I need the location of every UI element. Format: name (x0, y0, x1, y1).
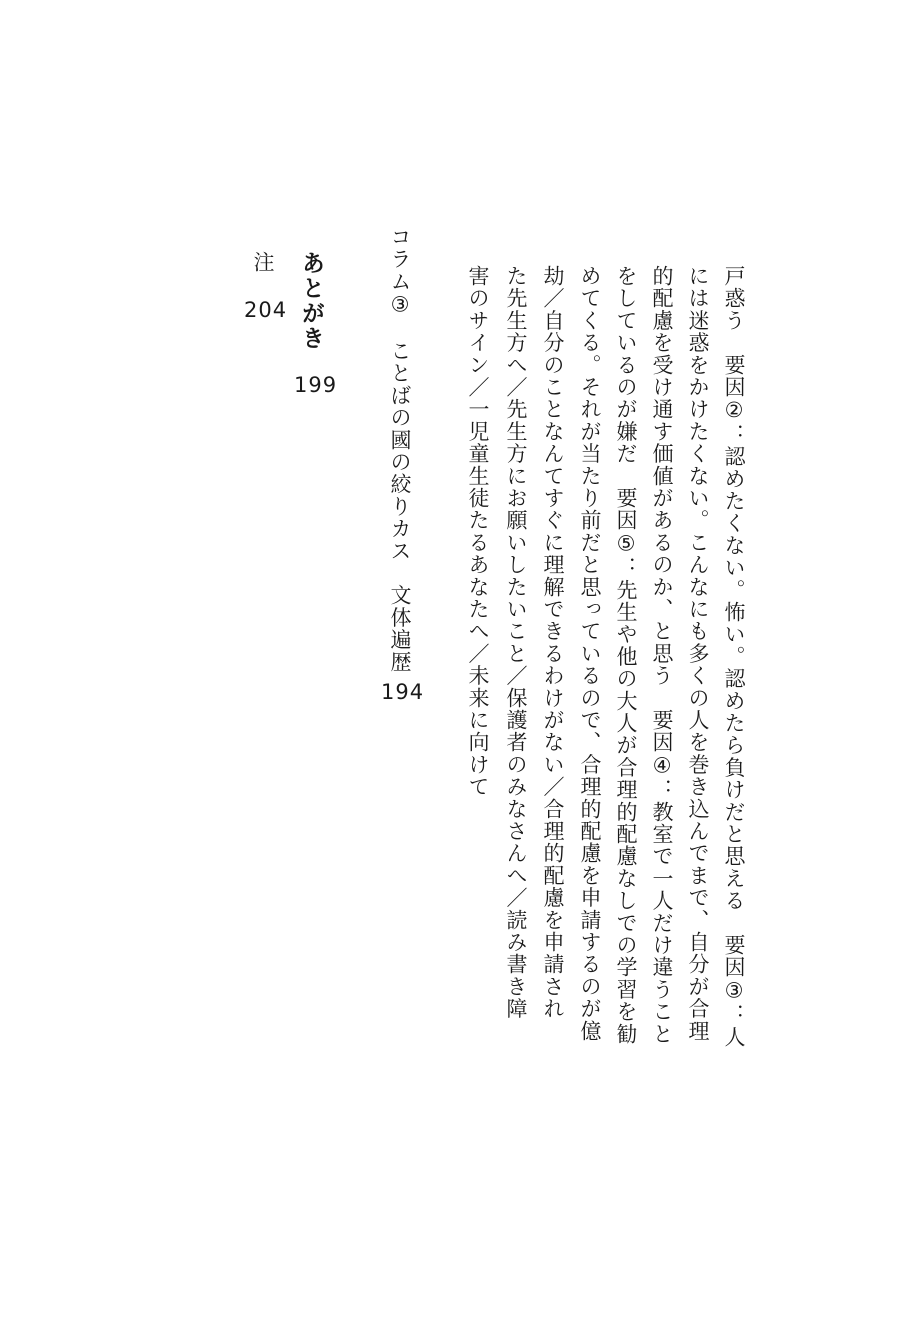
toc-body-line-3: 的配慮を受け通す価値があるのか、と思う 要因④：教室で一人だけ違うこと (650, 265, 674, 1045)
toc-body-line-7: た先生方へ／先生方にお願いしたいこと／保護者のみなさんへ／読み書き障 (504, 265, 528, 1020)
toc-afterword-title: あとがき (298, 251, 324, 351)
toc-column-page: 194 (381, 680, 425, 704)
toc-body-line-4: をしているのが嫌だ 要因⑤：先生や他の大人が合理的配慮なしでの学習を勧 (614, 265, 638, 1045)
toc-body-line-8: 害のサイン／一児童生徒たるあなたへ／未来に向けて (466, 265, 490, 798)
toc-column-title: コラム③ ことばの國の絞りカス 文体遍歴 (388, 226, 412, 673)
toc-body-line-2: には迷惑をかけたくない。こんなにも多くの人を巻き込んでまで、自分が合理 (686, 265, 710, 1042)
toc-afterword-page: 199 (294, 373, 338, 397)
toc-notes-title: 注 (251, 251, 275, 274)
toc-body-line-6: 劫／自分のことなんてすぐに理解できるわけがない／合理的配慮を申請され (541, 265, 565, 1020)
toc-body-line-1: 戸惑う 要因②：認めたくない。怖い。認めたら負けだと思える 要因③：人 (722, 265, 746, 1048)
toc-notes-page: 204 (244, 298, 288, 322)
toc-body-line-5: めてくる。それが当たり前だと思っているので、合理的配慮を申請するのが億 (578, 265, 602, 1042)
